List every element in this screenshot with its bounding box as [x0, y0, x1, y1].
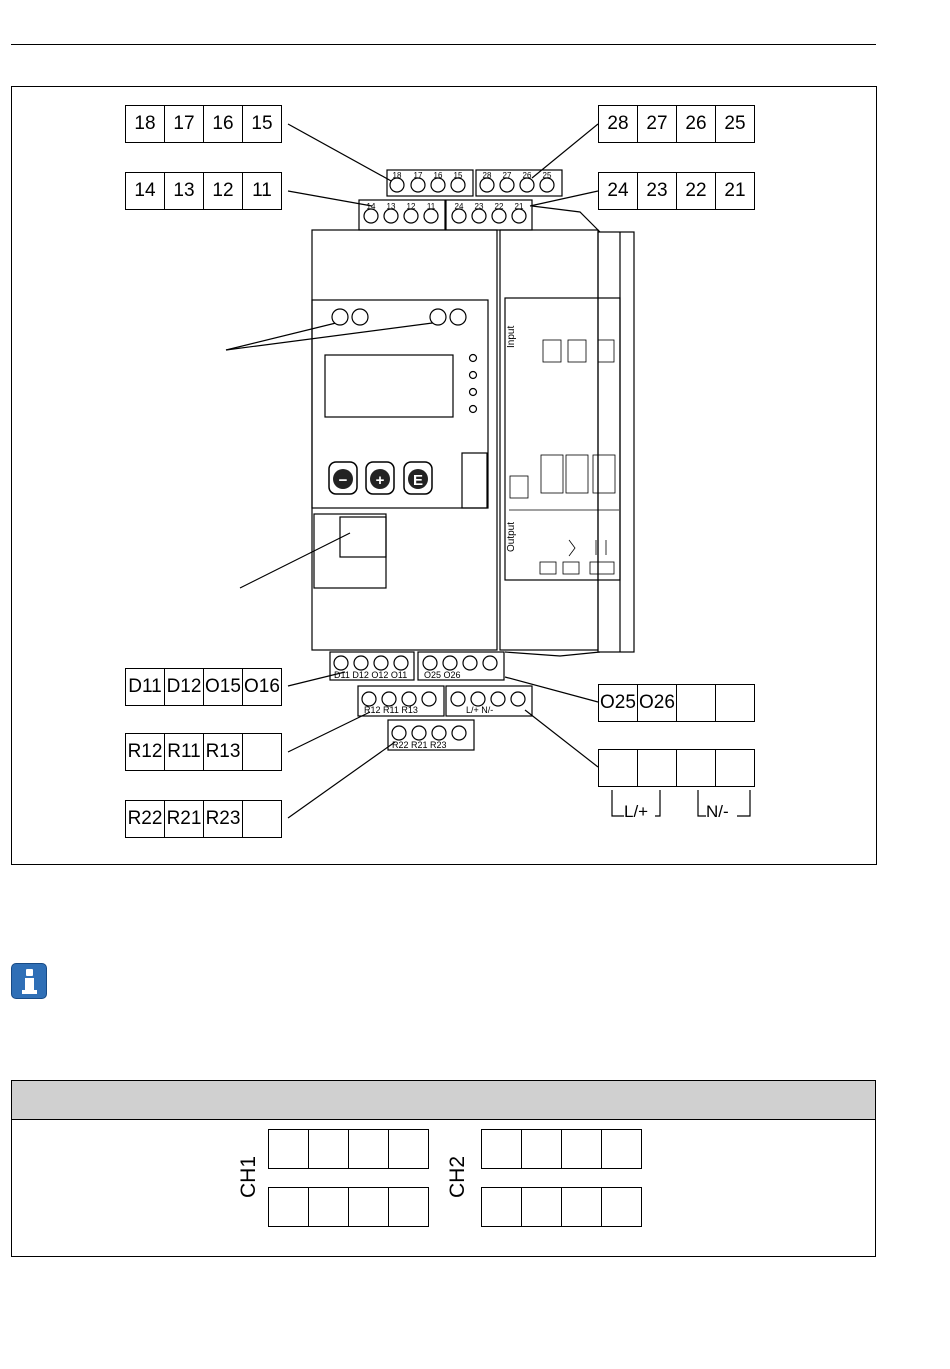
connector-row-label: D11 D12 O12 O11 [334, 670, 408, 680]
ch1-row-top [268, 1129, 429, 1169]
connector-number: 24 [454, 202, 464, 211]
terminal-slot [601, 1187, 642, 1227]
connector-number: 12 [406, 202, 416, 211]
connector-number: 17 [413, 171, 423, 180]
terminal-label: 22 [676, 172, 716, 210]
connector-number: 15 [453, 171, 463, 180]
minus-button-label: − [338, 472, 348, 489]
terminal-slot [481, 1187, 522, 1227]
connector-number: 11 [426, 202, 436, 211]
terminal-slot [348, 1187, 389, 1227]
terminal-slot [308, 1187, 349, 1227]
table-header [12, 1081, 875, 1120]
terminal-label: R21 [164, 800, 204, 838]
connector-number: 25 [542, 171, 552, 180]
terminal-label: O16 [242, 668, 282, 706]
terminal-label: 11 [242, 172, 282, 210]
ch2-row-top [481, 1129, 642, 1169]
terminal-slot [268, 1187, 309, 1227]
terminal-label: 12 [203, 172, 243, 210]
connector-number: 22 [494, 202, 504, 211]
terminal-label: 16 [203, 105, 243, 143]
connector-row-label: O25 O26 [424, 670, 461, 680]
info-icon [11, 963, 47, 999]
terminal-label: R22 [125, 800, 165, 838]
power-label-n: N/- [706, 802, 729, 821]
terminal-label: 17 [164, 105, 204, 143]
terminal-label: O25 [598, 684, 638, 722]
connector-number: 26 [522, 171, 532, 180]
enter-button-label: E [412, 472, 424, 489]
terminal-label: O15 [203, 668, 243, 706]
side-input-label: Input [506, 325, 517, 348]
ch2-row-bottom [481, 1187, 642, 1227]
terminal-label: 14 [125, 172, 165, 210]
connector-number: 14 [366, 202, 376, 211]
power-label-l: L/+ [624, 802, 649, 821]
terminal-slot [561, 1187, 602, 1227]
terminal-label: 25 [715, 105, 755, 143]
connector-number: 16 [433, 171, 443, 180]
terminal-label: 21 [715, 172, 755, 210]
terminal-slot [268, 1129, 309, 1169]
connector-number: 23 [474, 202, 484, 211]
connector-number: 13 [386, 202, 396, 211]
terminal-label: 13 [164, 172, 204, 210]
ch2-label: CH2 [446, 1156, 469, 1199]
connector-number: 27 [502, 171, 512, 180]
terminal-label: D11 [125, 668, 165, 706]
channel-table [11, 1080, 876, 1257]
terminal-label: R12 [125, 733, 165, 771]
side-output-label: Output [506, 521, 517, 552]
terminal-label: 28 [598, 105, 638, 143]
terminal-slot [561, 1129, 602, 1169]
terminal-slot [308, 1129, 349, 1169]
terminal-label: O26 [637, 684, 677, 722]
terminal-label: R11 [164, 733, 204, 771]
terminal-slot [348, 1129, 389, 1169]
terminal-label: 23 [637, 172, 677, 210]
plus-button-label: + [375, 472, 385, 489]
terminal-label: 24 [598, 172, 638, 210]
terminal-slot [388, 1129, 429, 1169]
connector-row-label: R12 R11 R13 [364, 705, 418, 715]
terminal-label: 27 [637, 105, 677, 143]
terminal-label: R13 [203, 733, 243, 771]
connector-row-label: L/+ N/- [466, 705, 494, 715]
terminal-label: 18 [125, 105, 165, 143]
terminal-slot [388, 1187, 429, 1227]
connector-number: 21 [514, 202, 524, 211]
ch1-row-bottom [268, 1187, 429, 1227]
terminal-label: D12 [164, 668, 204, 706]
connector-row-label: R22 R21 R23 [392, 740, 447, 750]
terminal-label: 26 [676, 105, 716, 143]
terminal-slot [521, 1187, 562, 1227]
connector-number: 28 [482, 171, 492, 180]
connector-number: 18 [392, 171, 402, 180]
terminal-slot [521, 1129, 562, 1169]
terminal-slot [601, 1129, 642, 1169]
ch1-label: CH1 [237, 1156, 260, 1199]
terminal-label: 15 [242, 105, 282, 143]
terminal-label: R23 [203, 800, 243, 838]
terminal-slot [481, 1129, 522, 1169]
